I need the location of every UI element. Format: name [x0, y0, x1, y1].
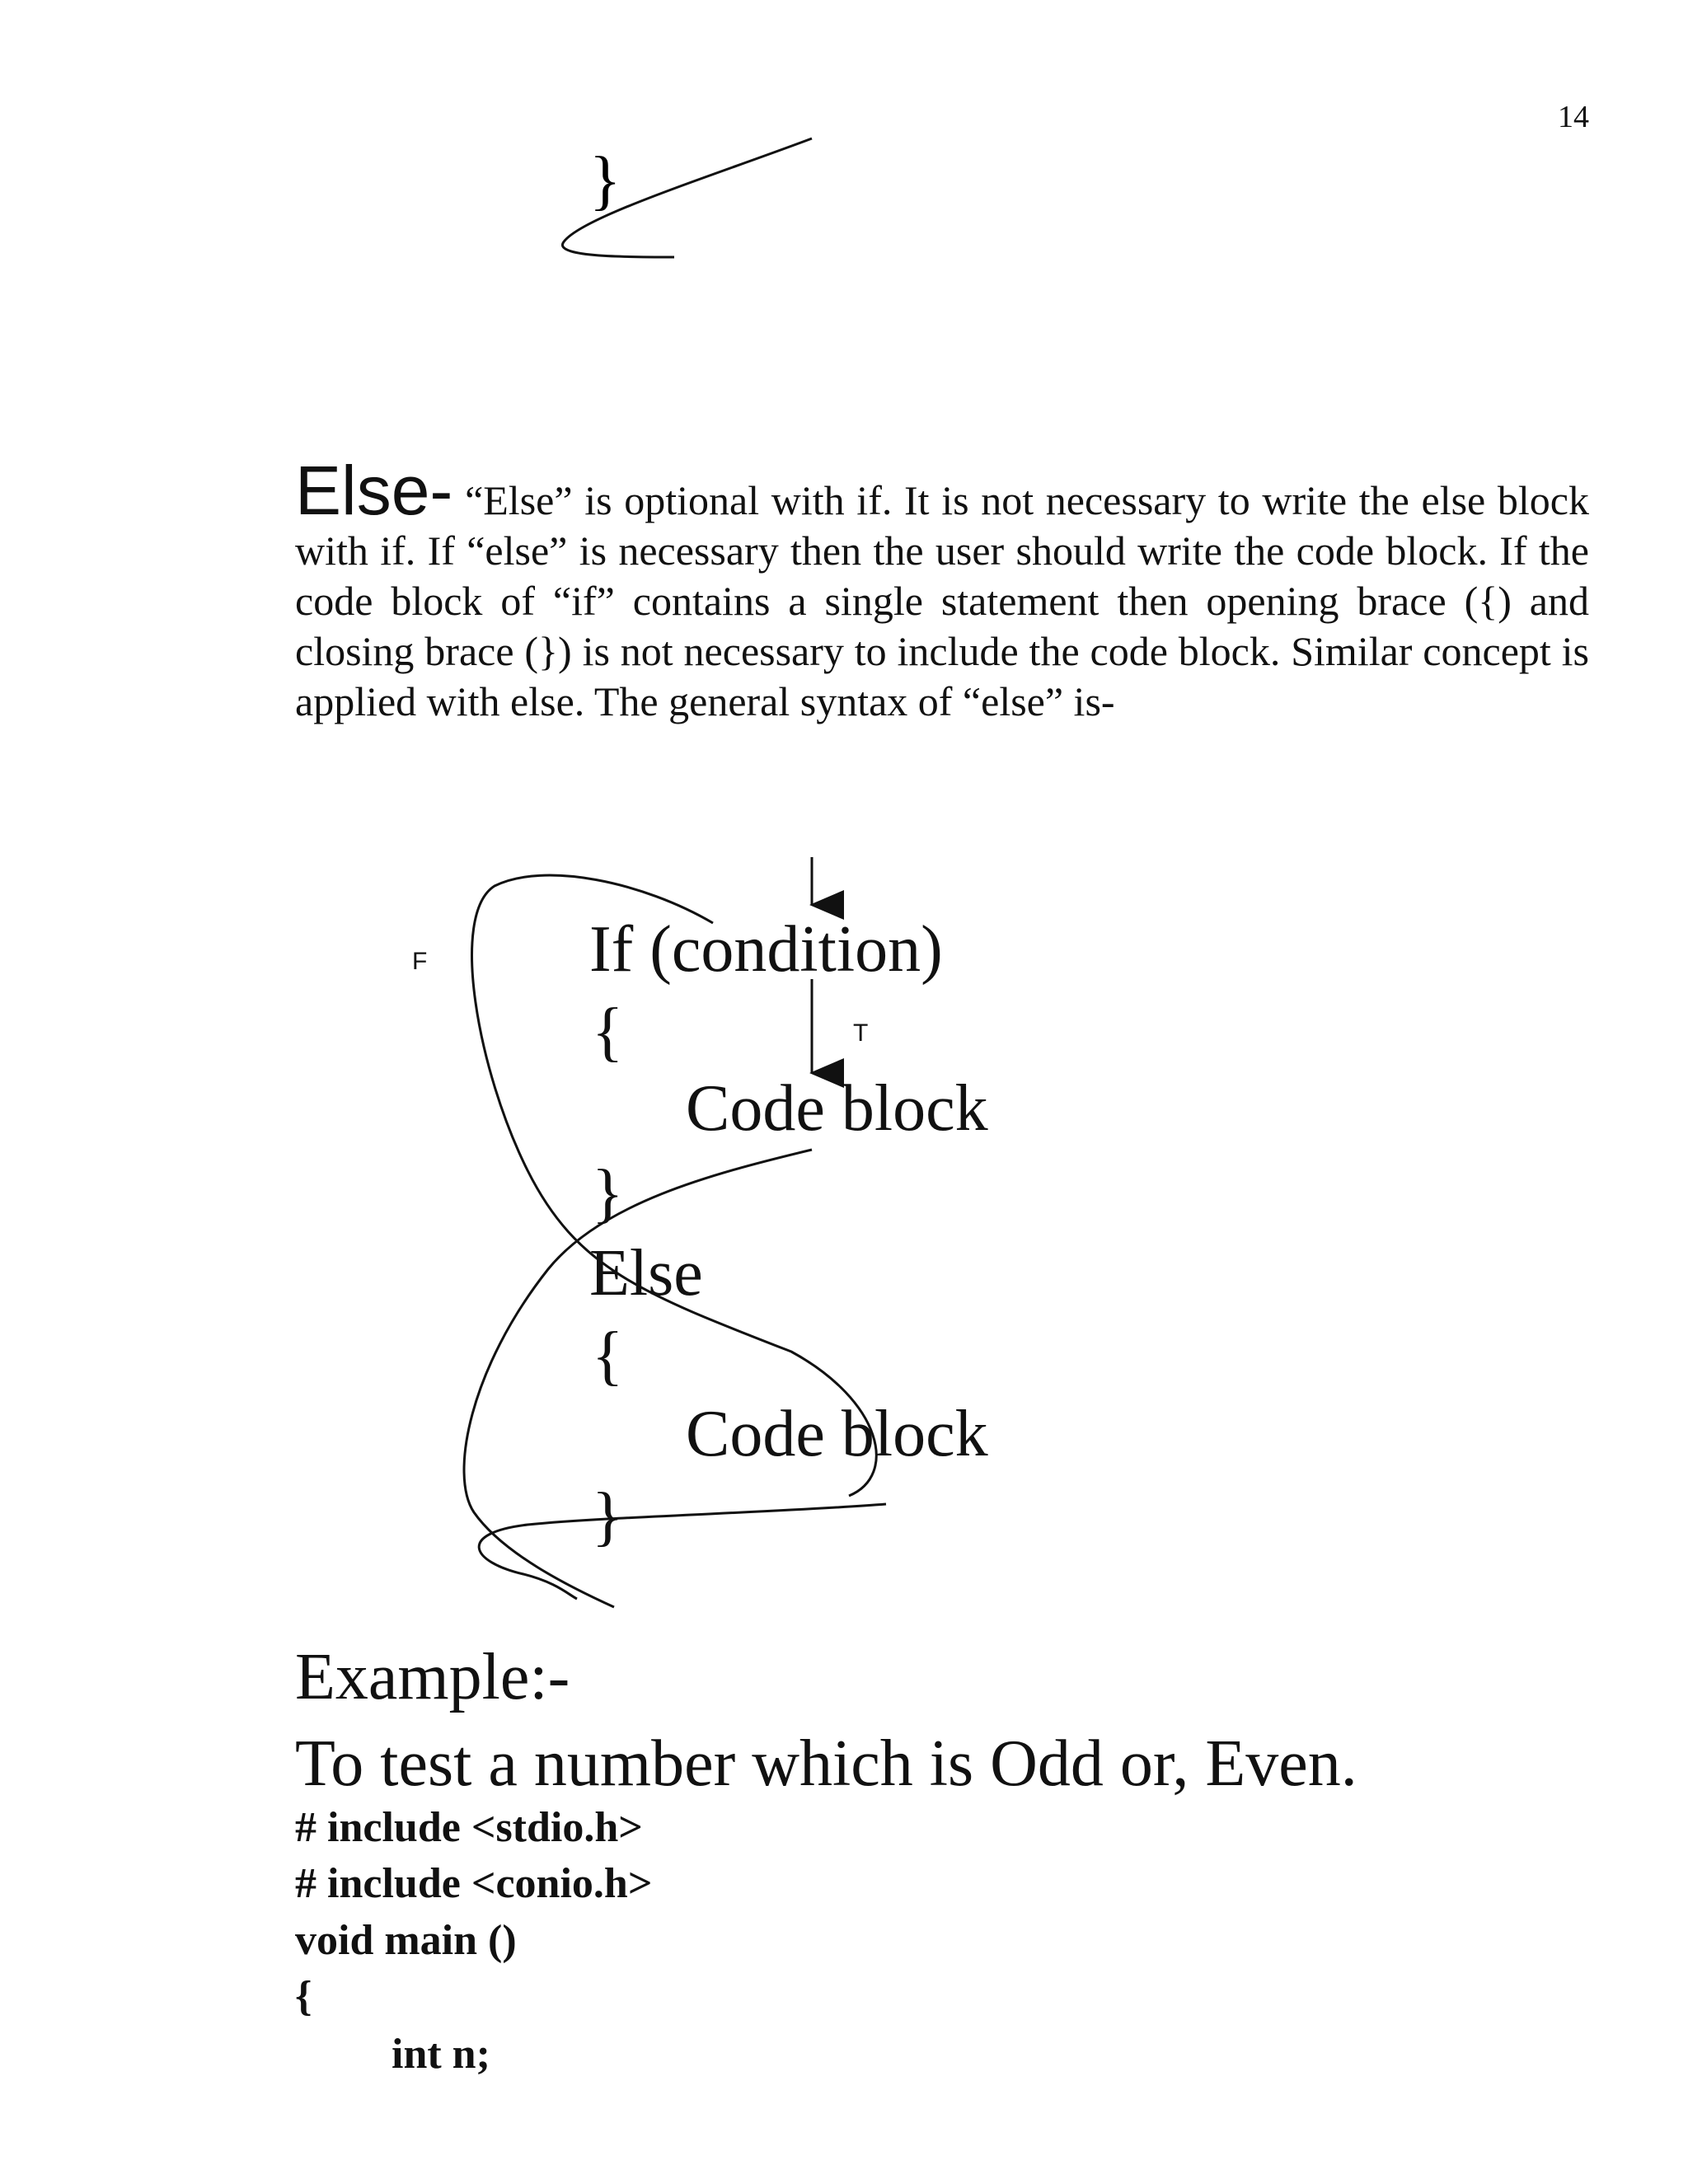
false-label: F: [412, 948, 428, 975]
if-code-block: Code block: [686, 1072, 988, 1145]
else-closing-brace: }: [592, 1480, 624, 1553]
code-line: void main (): [295, 1917, 517, 1964]
if-condition-line: If (condition): [589, 913, 943, 986]
merge-curve: [479, 1504, 886, 1599]
page-number: 14: [1558, 100, 1589, 134]
example-description: To test a number which is Odd or, Even.: [295, 1727, 1357, 1800]
true-label: T: [853, 1019, 869, 1047]
else-paragraph: [295, 452, 1589, 727]
top-closing-brace: }: [589, 144, 621, 217]
code-line: # include <conio.h>: [295, 1860, 653, 1907]
code-line: int n;: [392, 2031, 490, 2078]
if-opening-brace: {: [592, 996, 624, 1068]
example-heading: Example:-: [295, 1641, 570, 1713]
code-line: {: [295, 1973, 312, 2020]
else-opening-brace: {: [592, 1319, 624, 1392]
else-keyword: Else: [589, 1237, 703, 1310]
code-line: # include <stdio.h>: [295, 1804, 643, 1851]
else-heading: Else-: [295, 452, 453, 529]
else-code-block: Code block: [686, 1398, 988, 1470]
else-description: “Else” is optional with if. It is not necessary to write the else block with if. If “else” is necessary then the user should write the code block. If the code block of “if” contains a single statement then opening brace ({) and closing brace (}) is not necessary to include the code block. Similar concept is applied with else. The general syntax of “else” is-: [295, 477, 1589, 724]
true-branch-exit-curve: [464, 1150, 812, 1607]
if-closing-brace: }: [592, 1157, 624, 1230]
